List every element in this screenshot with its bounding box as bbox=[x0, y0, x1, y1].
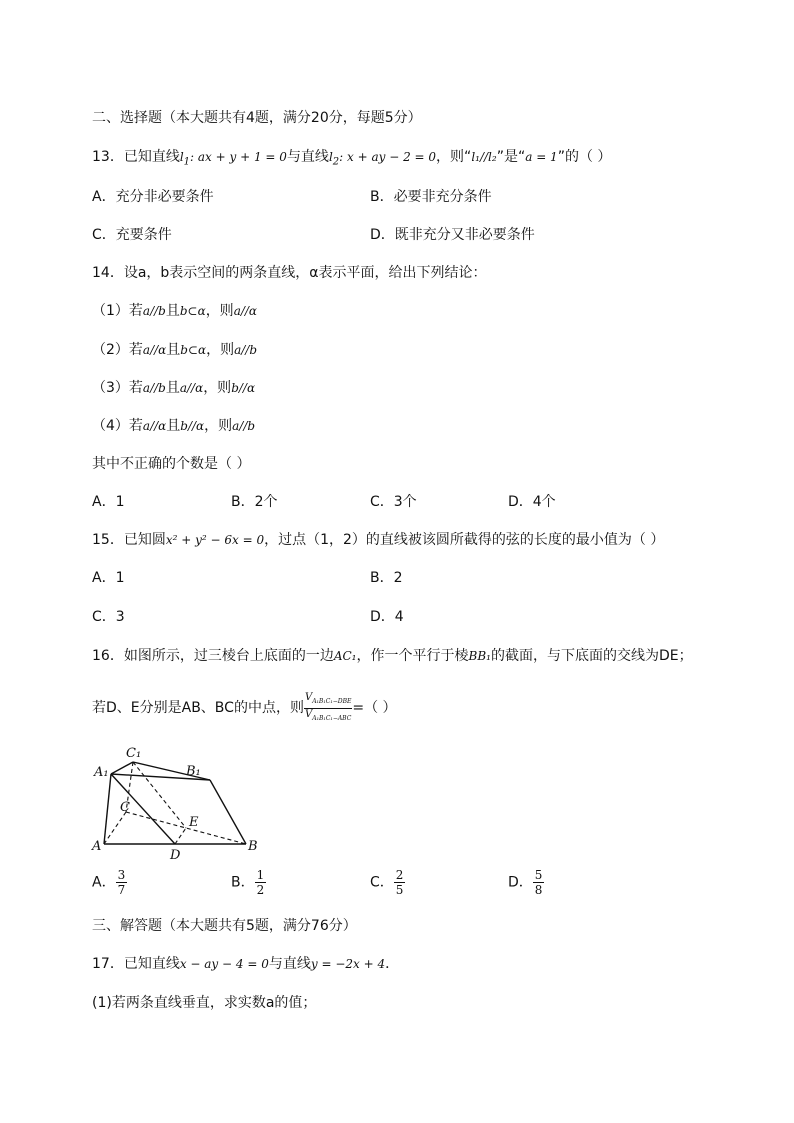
q14-statement-2: （2）若a//α且b⊂α，则a//b bbox=[92, 342, 258, 358]
question-16-stem-line1: 16．如图所示，过三棱台上底面的一边AC₁，作一个平行于棱BB₁的截面，与下底面的交线为DE； bbox=[92, 648, 693, 664]
label-b1: B₁ bbox=[186, 764, 201, 779]
q14-statement-4: （4）若a//α且b//α，则a//b bbox=[92, 418, 256, 434]
q16-volume-ratio: $V_{A_1B_1C_1-DBE}$ $V_{A_1B_1C_1-ABC}$ bbox=[304, 691, 352, 722]
q13-parallel: l₁//l₂ bbox=[471, 150, 497, 164]
section-3-heading: 三、解答题（本大题共有5题，满分76分） bbox=[92, 918, 357, 934]
edge-a1a bbox=[104, 774, 111, 844]
q13-l1: $l_1$: ax + y + 1 = 0 bbox=[179, 150, 287, 168]
edge-de-dashed bbox=[175, 828, 186, 844]
q13-condition: a = 1 bbox=[525, 150, 558, 164]
question-17-stem: 17．已知直线x − ay − 4 = 0与直线y = −2x + 4． bbox=[92, 956, 400, 972]
q16-option-a[interactable]: A． $\frac{3}{7}$ bbox=[92, 868, 126, 897]
q15-option-d[interactable]: D．4 bbox=[370, 609, 404, 625]
q13-prefix: 13．已知直线 bbox=[92, 149, 180, 165]
q17-line2-eq: y = −2x + 4 bbox=[310, 957, 386, 971]
q14-option-a[interactable]: A．1 bbox=[92, 494, 125, 510]
q14-option-d[interactable]: D．4个 bbox=[508, 494, 556, 510]
q14-option-b[interactable]: B．2个 bbox=[231, 494, 278, 510]
q13-option-b[interactable]: B．必要非充分条件 bbox=[370, 189, 492, 205]
q13-l2: $l_2$: x + ay − 2 = 0 bbox=[328, 150, 437, 168]
q17-part-1: (1)若两条直线垂直，求实数a的值； bbox=[92, 995, 317, 1011]
label-c1: C₁ bbox=[126, 746, 142, 761]
question-13-stem: 13．已知直线$l_1$: ax + y + 1 = 0与直线$l_2$: x + ay − 2 = 0，则“l₁//l₂”是“a = 1”的（ ） bbox=[92, 149, 612, 168]
label-c: C bbox=[120, 800, 130, 815]
section-2-heading: 二、选择题（本大题共有4题，满分20分，每题5分） bbox=[92, 110, 422, 126]
label-b: B bbox=[248, 839, 258, 854]
q15-option-b[interactable]: B．2 bbox=[370, 570, 403, 586]
q13-option-a[interactable]: A．充分非必要条件 bbox=[92, 189, 214, 205]
q13-mid: 与直线 bbox=[286, 149, 329, 165]
edge-a1c1 bbox=[111, 762, 133, 774]
q14-statement-1: （1）若a//b且b⊂α，则a//α bbox=[92, 303, 258, 319]
frustum-diagram bbox=[88, 738, 268, 864]
edge-b1b bbox=[210, 780, 246, 844]
q14-ask: 其中不正确的个数是（ ） bbox=[92, 456, 251, 472]
q15-circle-eq: x² + y² − 6x = 0 bbox=[165, 533, 265, 547]
q16-option-d[interactable]: D． $\frac{5}{8}$ bbox=[508, 868, 543, 897]
q16-option-c[interactable]: C． $\frac{2}{5}$ bbox=[370, 868, 404, 897]
q13-option-d[interactable]: D．既非充分又非必要条件 bbox=[370, 227, 535, 243]
q14-option-c[interactable]: C．3个 bbox=[370, 494, 417, 510]
label-a1: A₁ bbox=[94, 765, 109, 780]
q16-option-b[interactable]: B． $\frac{1}{2}$ bbox=[231, 868, 265, 897]
question-16-stem-line2: 若D、E分别是AB、BC的中点，则 $V_{A_1B_1C_1-DBE}$ $V_{A_1B_1C_1-ABC}$ =（ ） bbox=[92, 691, 397, 725]
label-a: A bbox=[92, 839, 102, 854]
q15-option-a[interactable]: A．1 bbox=[92, 570, 125, 586]
q13-option-c[interactable]: C．充要条件 bbox=[92, 227, 172, 243]
q17-line1-eq: x − ay − 4 = 0 bbox=[179, 957, 269, 971]
q14-statement-3: （3）若a//b且a//α，则b//α bbox=[92, 380, 256, 396]
q15-option-c[interactable]: C．3 bbox=[92, 609, 125, 625]
label-d: D bbox=[170, 848, 181, 863]
question-14-stem: 14．设a，b表示空间的两条直线，α表示平面，给出下列结论： bbox=[92, 265, 487, 281]
question-15-stem: 15．已知圆x² + y² − 6x = 0，过点（1，2）的直线被该圆所截得的弦的长度的最小值为（ ） bbox=[92, 532, 665, 548]
label-e: E bbox=[189, 815, 199, 830]
